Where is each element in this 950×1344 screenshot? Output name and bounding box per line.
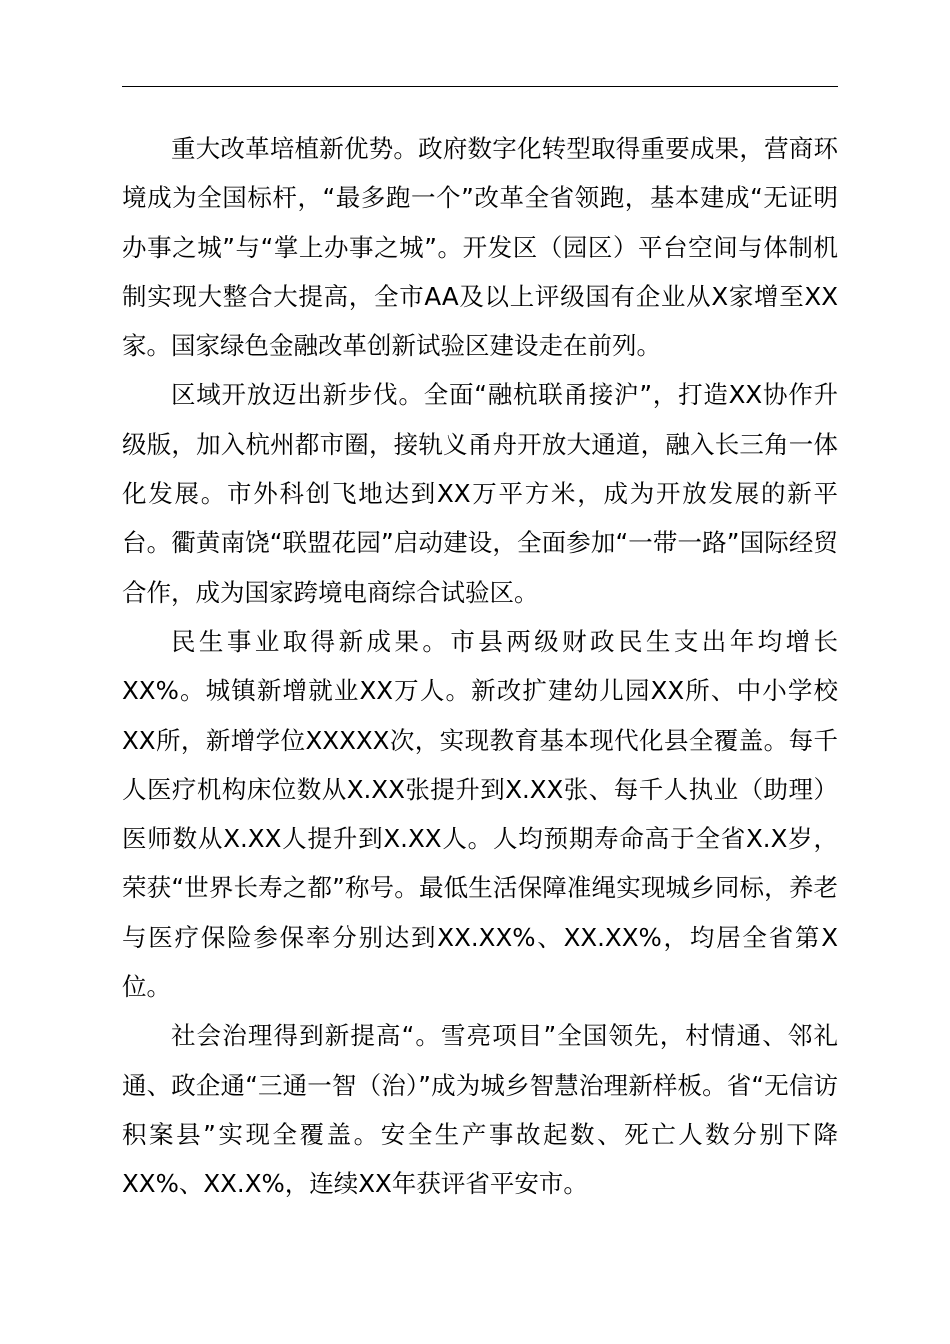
paragraph-livelihood: 民生事业取得新成果。市县两级财政民生支出年均增长XX%。城镇新增就业XX万人。新改扩建幼儿园XX所、中小学校XX所，新增学位XXXXX次，实现教育基本现代化县全覆盖。每千人医疗机构床位数从X.XX张提升到X.XX张、每千人执业（助理）医师数从X.XX人提升到X.XX人。人均预期寿命高于全省X.X岁，荣获“世界长寿之都”称号。最低生活保障准绳实现城乡同标，养老与医疗保险参保率分别达到XX.XX%、XX.XX%，均居全省第X位。 (122, 626, 838, 1002)
paragraph-opening: 区域开放迈出新步伐。全面“融杭联甬接沪”，打造XX协作升级版，加入杭州都市圈，接轨义甬舟开放大通道，融入长三角一体化发展。市外科创飞地达到XX万平方米，成为开放发展的新平台。衢黄南饶“联盟花园”启动建设，全面参加“一带一路”国际经贸合作，成为国家跨境电商综合试验区。 (122, 380, 838, 607)
header-rule (122, 86, 838, 87)
paragraph-reform: 重大改革培植新优势。政府数字化转型取得重要成果，营商环境成为全国标杆，“最多跑一个”改革全省领跑，基本建成“无证明办事之城”与“掌上办事之城”。开发区（园区）平台空间与体制机制实现大整合大提高，全市AA及以上评级国有企业从X家增至XX家。国家绿色金融改革创新试验区建设走在前列。 (122, 134, 838, 361)
document-body (122, 124, 838, 1209)
paragraph-governance: 社会治理得到新提高“。雪亮项目”全国领先，村情通、邻礼通、政企通“三通一智（治）”成为城乡智慧治理新样板。省“无信访积案县”实现全覆盖。安全生产事故起数、死亡人数分别下降XX%、XX.X%，连续XX年获评省平安市。 (122, 1021, 838, 1199)
